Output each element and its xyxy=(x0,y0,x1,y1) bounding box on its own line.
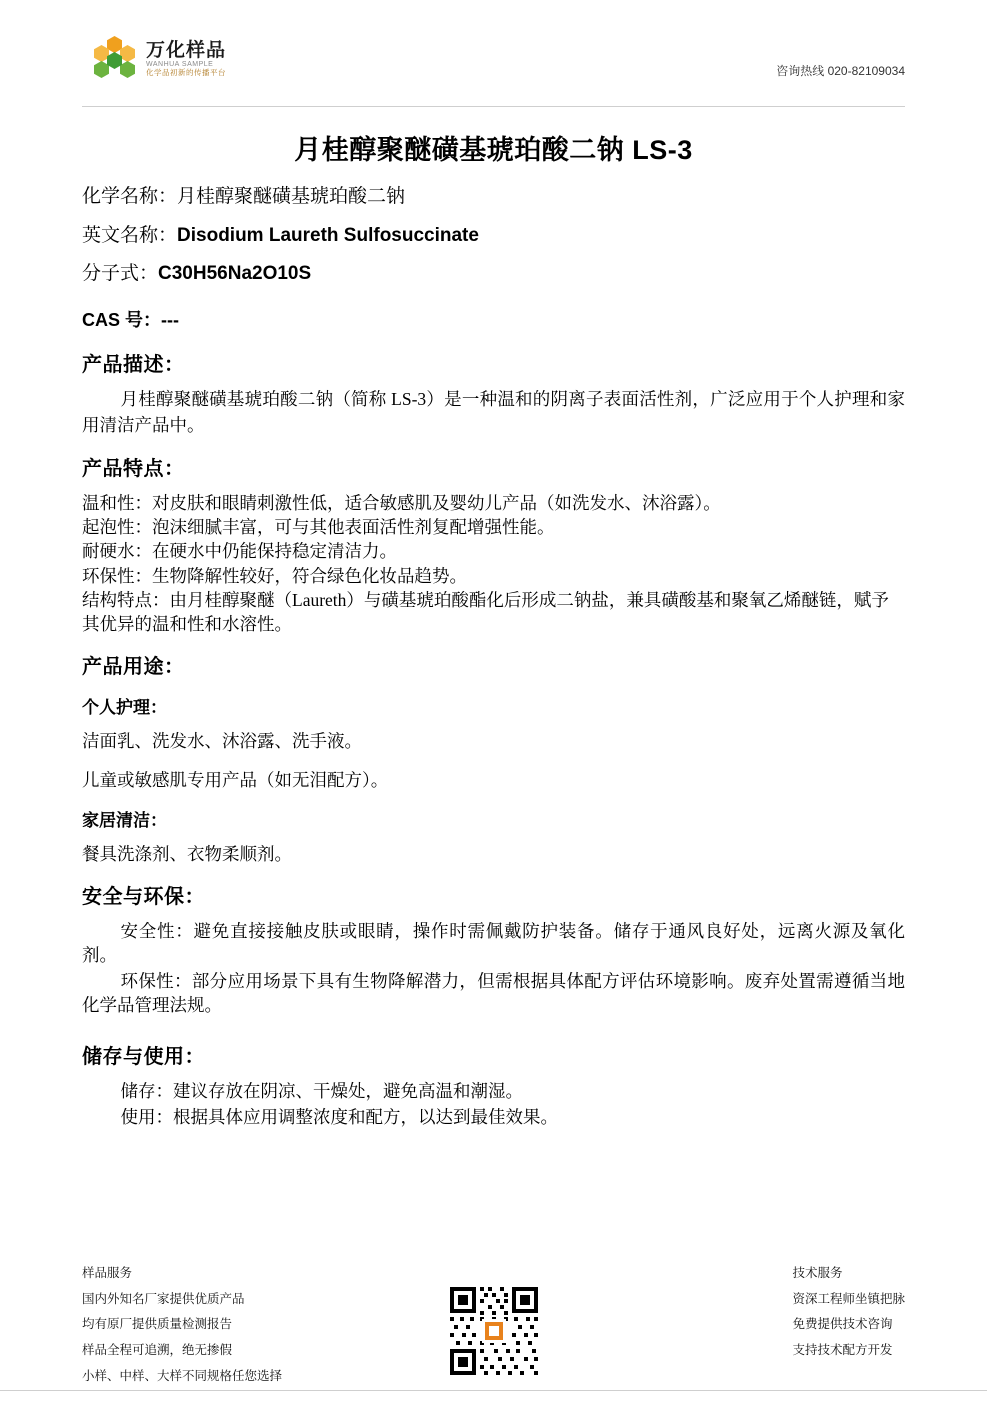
hexagon-logo-icon xyxy=(92,36,138,82)
cas-row: CAS 号：--- xyxy=(82,310,179,331)
feature-item: 结构特点：由月桂醇聚醚（Laureth）与磺基琥珀酸酯化后形成二钠盐，兼具磺酸基和聚氧乙烯醚链，赋予其优异的温和性和水溶性。 xyxy=(82,589,889,634)
safety-heading: 安全与环保： xyxy=(82,886,205,909)
usage-personal-list xyxy=(82,728,905,792)
formula-row xyxy=(82,262,905,287)
feature-item: 耐硬水：在硬水中仍能保持稳定清洁力。 xyxy=(82,541,397,562)
chem-name-label: 化学名称： xyxy=(82,186,178,207)
english-name-value: Disodium Laureth Sulfosuccinate xyxy=(177,224,479,246)
usage-personal-heading: 个人护理： xyxy=(82,698,167,718)
features-list xyxy=(82,491,905,636)
brand-subtitle-cn: 化学品初新的传播平台 xyxy=(146,67,226,77)
usage-item: 洁面乳、洗发水、沐浴露、洗手液。 xyxy=(82,731,362,752)
description-text: 月桂醇聚醚磺基琥珀酸二钠（简称 LS-3）是一种温和的阴离子表面活性剂，广泛应用于个人护理和家用清洁产品中。 xyxy=(82,389,905,435)
footer-right-title: 技术服务 xyxy=(792,1266,843,1280)
english-name-label: 英文名称： xyxy=(82,224,178,246)
brand-subtitle-en: WANHUA SAMPLE xyxy=(146,61,214,69)
chem-name-value: 月桂醇聚醚磺基琥珀酸二钠 xyxy=(177,186,406,207)
header-divider xyxy=(82,106,905,107)
storage-item: 使用：根据具体应用调整浓度和配方，以达到最佳效果。 xyxy=(120,1106,558,1127)
footer-right-item: 支持技术配方开发 xyxy=(792,1342,893,1357)
chem-name-row xyxy=(82,185,905,210)
footer-left-title: 样品服务 xyxy=(82,1266,133,1280)
hotline-text: 咨询热线 020-82109034 xyxy=(776,64,905,78)
storage-item: 储存：建议存放在阴凉、干燥处，避免高温和潮湿。 xyxy=(120,1080,523,1101)
qr-code-icon xyxy=(446,1283,542,1379)
usage-heading: 产品用途： xyxy=(82,656,185,679)
usage-home-list xyxy=(82,841,905,866)
footer-divider xyxy=(0,1390,987,1391)
feature-item: 环保性：生物降解性较好，符合绿色化妆品趋势。 xyxy=(82,565,467,586)
storage-heading: 储存与使用： xyxy=(82,1045,205,1068)
feature-item: 温和性：对皮肤和眼睛刺激性低，适合敏感肌及婴幼儿产品（如洗发水、沐浴露）。 xyxy=(82,493,721,514)
footer-left-item: 小样、中样、大样不同规格任您选择 xyxy=(82,1368,283,1383)
page-footer xyxy=(82,1261,905,1381)
usage-item: 餐具洗涤剂、衣物柔顺剂。 xyxy=(82,844,292,865)
footer-left-item: 样品全程可追溯，绝无掺假 xyxy=(82,1342,233,1357)
footer-left-item: 国内外知名厂家提供优质产品 xyxy=(82,1291,245,1306)
brand-title: 万化样品 xyxy=(146,40,227,62)
footer-right-item: 资深工程师坐镇把脉 xyxy=(792,1291,905,1306)
feature-item: 起泡性：泡沫细腻丰富，可与其他表面活性剂复配增强性能。 xyxy=(82,517,555,538)
footer-tech-service xyxy=(792,1261,905,1364)
page-title: 月桂醇聚醚磺基琥珀酸二钠 LS-3 xyxy=(294,135,693,165)
page-header xyxy=(82,0,905,108)
footer-right-item: 免费提供技术咨询 xyxy=(792,1317,893,1332)
brand-text xyxy=(146,41,226,76)
safety-item: 安全性：避免直接接触皮肤或眼睛，操作时需佩戴防护装备。储存于通风良好处，远离火源及氧化剂。 xyxy=(82,921,905,966)
formula-value: C30H56Na2O10S xyxy=(158,263,312,285)
formula-label: 分子式： xyxy=(82,263,159,285)
footer-left-item: 均有原厂提供质量检测报告 xyxy=(82,1317,233,1332)
usage-home-heading: 家居清洁： xyxy=(82,811,167,831)
english-name-row xyxy=(82,224,905,249)
footer-sample-service xyxy=(82,1261,282,1389)
features-heading: 产品特点： xyxy=(82,458,185,481)
brand-logo xyxy=(92,36,226,82)
safety-item: 环保性：部分应用场景下具有生物降解潜力，但需根据具体配方评估环境影响。废弃处置需遵循当地化学品管理法规。 xyxy=(82,971,905,1016)
usage-item: 儿童或敏感肌专用产品（如无泪配方）。 xyxy=(82,770,389,791)
description-heading: 产品描述： xyxy=(82,354,185,377)
